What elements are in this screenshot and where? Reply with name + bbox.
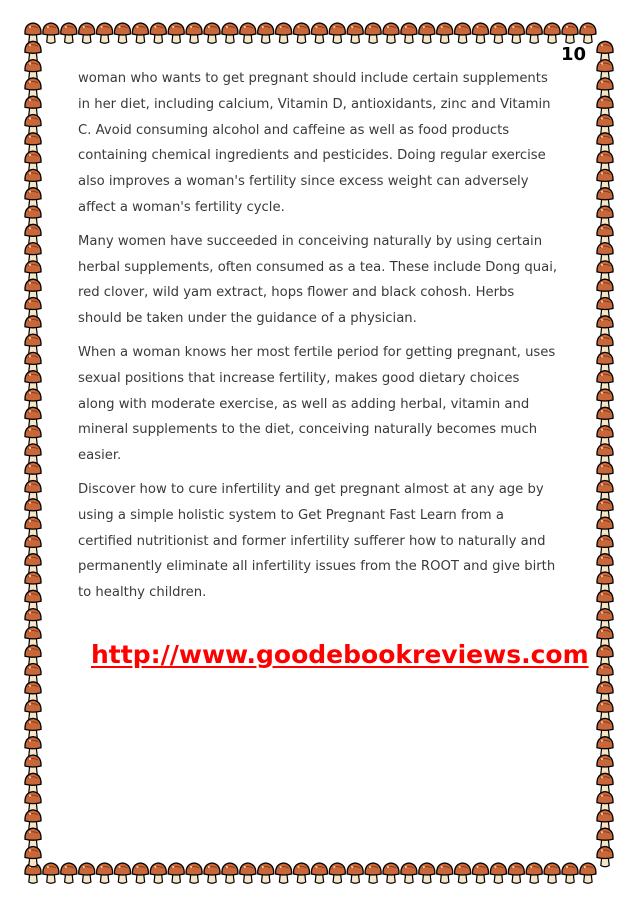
mushroom-icon	[25, 371, 41, 391]
mushroom-icon	[25, 810, 41, 830]
mushroom-icon	[25, 151, 41, 171]
mushroom-icon	[597, 243, 613, 263]
mushroom-icon	[25, 426, 41, 446]
mushroom-icon	[293, 863, 309, 883]
mushroom-icon	[258, 23, 274, 43]
mushroom-icon	[597, 224, 613, 244]
mushroom-icon	[597, 78, 613, 98]
mushroom-icon	[25, 334, 41, 354]
mushroom-icon	[597, 169, 613, 189]
mushroom-icon	[25, 407, 41, 427]
mushroom-icon	[597, 627, 613, 647]
mushroom-icon	[25, 737, 41, 757]
mushroom-icon	[347, 23, 363, 43]
mushroom-icon	[114, 23, 130, 43]
mushroom-icon	[276, 863, 292, 883]
mushroom-icon	[597, 279, 613, 299]
mushroom-icon	[597, 792, 613, 812]
mushroom-icon	[168, 23, 184, 43]
mushroom-icon	[25, 792, 41, 812]
page-number: 10	[560, 44, 586, 65]
mushroom-icon	[508, 863, 524, 883]
mushroom-icon	[597, 133, 613, 153]
mushroom-icon	[597, 316, 613, 336]
mushroom-icon	[597, 609, 613, 629]
mushroom-icon	[25, 298, 41, 318]
mushroom-icon	[383, 23, 399, 43]
mushroom-icon	[25, 352, 41, 372]
mushroom-icon	[204, 23, 220, 43]
mushroom-icon	[258, 863, 274, 883]
mushroom-icon	[347, 863, 363, 883]
mushroom-icon	[25, 664, 41, 684]
mushroom-icon	[25, 133, 41, 153]
mushroom-icon	[25, 279, 41, 299]
mushroom-icon	[597, 389, 613, 409]
mushroom-icon	[597, 151, 613, 171]
mushroom-icon	[25, 645, 41, 665]
mushroom-icon	[25, 224, 41, 244]
mushroom-icon	[25, 316, 41, 336]
mushroom-icon	[544, 863, 560, 883]
body-text	[78, 66, 558, 614]
mushroom-icon	[419, 863, 435, 883]
mushroom-icon	[222, 863, 238, 883]
mushroom-icon	[25, 718, 41, 738]
mushroom-icon	[597, 60, 613, 80]
mushroom-icon	[597, 426, 613, 446]
mushroom-icon	[25, 499, 41, 519]
mushroom-icon	[365, 23, 381, 43]
mushroom-icon	[25, 773, 41, 793]
mushroom-icon	[204, 863, 220, 883]
mushroom-icon	[25, 261, 41, 281]
mushroom-icon	[132, 863, 148, 883]
paragraph-2: Many women have succeeded in conceiving naturally by using certain herbal supplements, often consumed as a tea. These include Dong quai, red clover, wild yam extract, hops flower and black cohosh. Herbs should be taken under the guidance of a physician.	[78, 233, 558, 327]
mushroom-icon	[25, 389, 41, 409]
mushroom-icon	[114, 863, 130, 883]
mushroom-icon	[311, 23, 327, 43]
mushroom-icon	[597, 444, 613, 464]
mushroom-icon	[526, 863, 542, 883]
mushroom-icon	[276, 23, 292, 43]
mushroom-icon	[97, 23, 113, 43]
mushroom-icon	[597, 572, 613, 592]
mushroom-icon	[597, 481, 613, 501]
mushroom-icon	[25, 517, 41, 537]
mushroom-icon	[597, 96, 613, 116]
mushroom-icon	[597, 115, 613, 135]
mushroom-icon	[597, 664, 613, 684]
mushroom-icon	[597, 206, 613, 226]
mushroom-icon	[79, 863, 95, 883]
mushroom-icon	[597, 755, 613, 775]
mushroom-icon	[61, 863, 77, 883]
mushroom-icon	[597, 535, 613, 555]
mushroom-icon	[150, 863, 166, 883]
mushroom-icon	[25, 609, 41, 629]
mushroom-icon	[61, 23, 77, 43]
mushroom-icon	[97, 863, 113, 883]
mushroom-icon	[25, 115, 41, 135]
mushroom-icon	[597, 407, 613, 427]
mushroom-icon	[580, 863, 596, 883]
mushroom-icon	[222, 23, 238, 43]
mushroom-icon	[419, 23, 435, 43]
mushroom-icon	[562, 863, 578, 883]
mushroom-icon	[597, 352, 613, 372]
mushroom-icon	[25, 554, 41, 574]
mushroom-icon	[25, 96, 41, 116]
mushroom-icon	[437, 863, 453, 883]
paragraph-1: woman who wants to get pregnant should include certain supplements in her diet, including calcium, Vitamin D, antioxidants, zinc and Vitamin C. Avoid consuming alcohol and caffeine as well as food products containing chemical ingredients and pesticides. Doing regular exercise also improves a woman's fertility since excess weight can adversely affect a woman's fertility cycle.	[78, 71, 551, 215]
mushroom-icon	[597, 188, 613, 208]
mushroom-icon	[240, 863, 256, 883]
mushroom-icon	[544, 23, 560, 43]
mushroom-icon	[25, 535, 41, 555]
mushroom-icon	[597, 810, 613, 830]
mushroom-icon	[293, 23, 309, 43]
mushroom-icon	[597, 261, 613, 281]
mushroom-icon	[150, 23, 166, 43]
mushroom-icon	[597, 700, 613, 720]
paragraph-4: Discover how to cure infertility and get pregnant almost at any age by using a simple holistic system to Get Pregnant Fast Learn from a certified nutritionist and former infertility sufferer how to naturally and permanently eliminate all infertility issues from the ROOT and give birth to healthy children.	[78, 481, 556, 601]
mushroom-icon	[132, 23, 148, 43]
mushroom-icon	[562, 23, 578, 43]
mushroom-icon	[597, 645, 613, 665]
mushroom-icon	[25, 169, 41, 189]
mushroom-icon	[25, 481, 41, 501]
mushroom-icon	[311, 863, 327, 883]
mushroom-icon	[25, 78, 41, 98]
mushroom-icon	[25, 572, 41, 592]
mushroom-icon	[401, 863, 417, 883]
mushroom-icon	[597, 718, 613, 738]
mushroom-icon	[597, 517, 613, 537]
mushroom-icon	[526, 23, 542, 43]
mushroom-icon	[597, 499, 613, 519]
mushroom-icon	[79, 23, 95, 43]
mushroom-icon	[25, 41, 41, 61]
mushroom-icon	[490, 863, 506, 883]
mushroom-icon	[383, 863, 399, 883]
mushroom-icon	[597, 462, 613, 482]
mushroom-icon	[25, 60, 41, 80]
mushroom-icon	[25, 847, 41, 867]
mushroom-icon	[25, 828, 41, 848]
mushroom-icon	[597, 828, 613, 848]
mushroom-icon	[597, 682, 613, 702]
mushroom-icon	[597, 334, 613, 354]
mushroom-icon	[25, 590, 41, 610]
mushroom-icon	[597, 298, 613, 318]
mushroom-icon	[25, 206, 41, 226]
mushroom-icon	[437, 23, 453, 43]
mushroom-icon	[455, 863, 471, 883]
mushroom-icon	[472, 863, 488, 883]
mushroom-icon	[25, 188, 41, 208]
mushroom-icon	[25, 755, 41, 775]
mushroom-icon	[597, 773, 613, 793]
mushroom-icon	[43, 23, 59, 43]
mushroom-icon	[186, 863, 202, 883]
mushroom-icon	[25, 23, 41, 43]
mushroom-icon	[365, 863, 381, 883]
mushroom-icon	[472, 23, 488, 43]
mushroom-icon	[597, 590, 613, 610]
mushroom-icon	[401, 23, 417, 43]
mushroom-icon	[580, 23, 596, 43]
mushroom-icon	[25, 700, 41, 720]
mushroom-icon	[508, 23, 524, 43]
mushroom-icon	[25, 682, 41, 702]
mushroom-icon	[597, 554, 613, 574]
mushroom-icon	[168, 863, 184, 883]
mushroom-icon	[597, 737, 613, 757]
paragraph-3: When a woman knows her most fertile period for getting pregnant, uses sexual positions that increase fertility, makes good dietary choices along with moderate exercise, as well as adding herbal, vitamin and mineral supplements to the diet, conceiving naturally becomes much easier.	[78, 344, 556, 464]
mushroom-icon	[329, 863, 345, 883]
mushroom-icon	[43, 863, 59, 883]
mushroom-icon	[597, 371, 613, 391]
mushroom-icon	[329, 23, 345, 43]
mushroom-icon	[25, 243, 41, 263]
mushroom-icon	[25, 462, 41, 482]
website-link[interactable]: http://www.goodebookreviews.com	[91, 640, 589, 669]
mushroom-icon	[597, 41, 613, 61]
mushroom-icon	[597, 847, 613, 867]
mushroom-icon	[240, 23, 256, 43]
mushroom-icon	[25, 627, 41, 647]
mushroom-icon	[455, 23, 471, 43]
mushroom-icon	[25, 444, 41, 464]
mushroom-icon	[490, 23, 506, 43]
mushroom-icon	[186, 23, 202, 43]
